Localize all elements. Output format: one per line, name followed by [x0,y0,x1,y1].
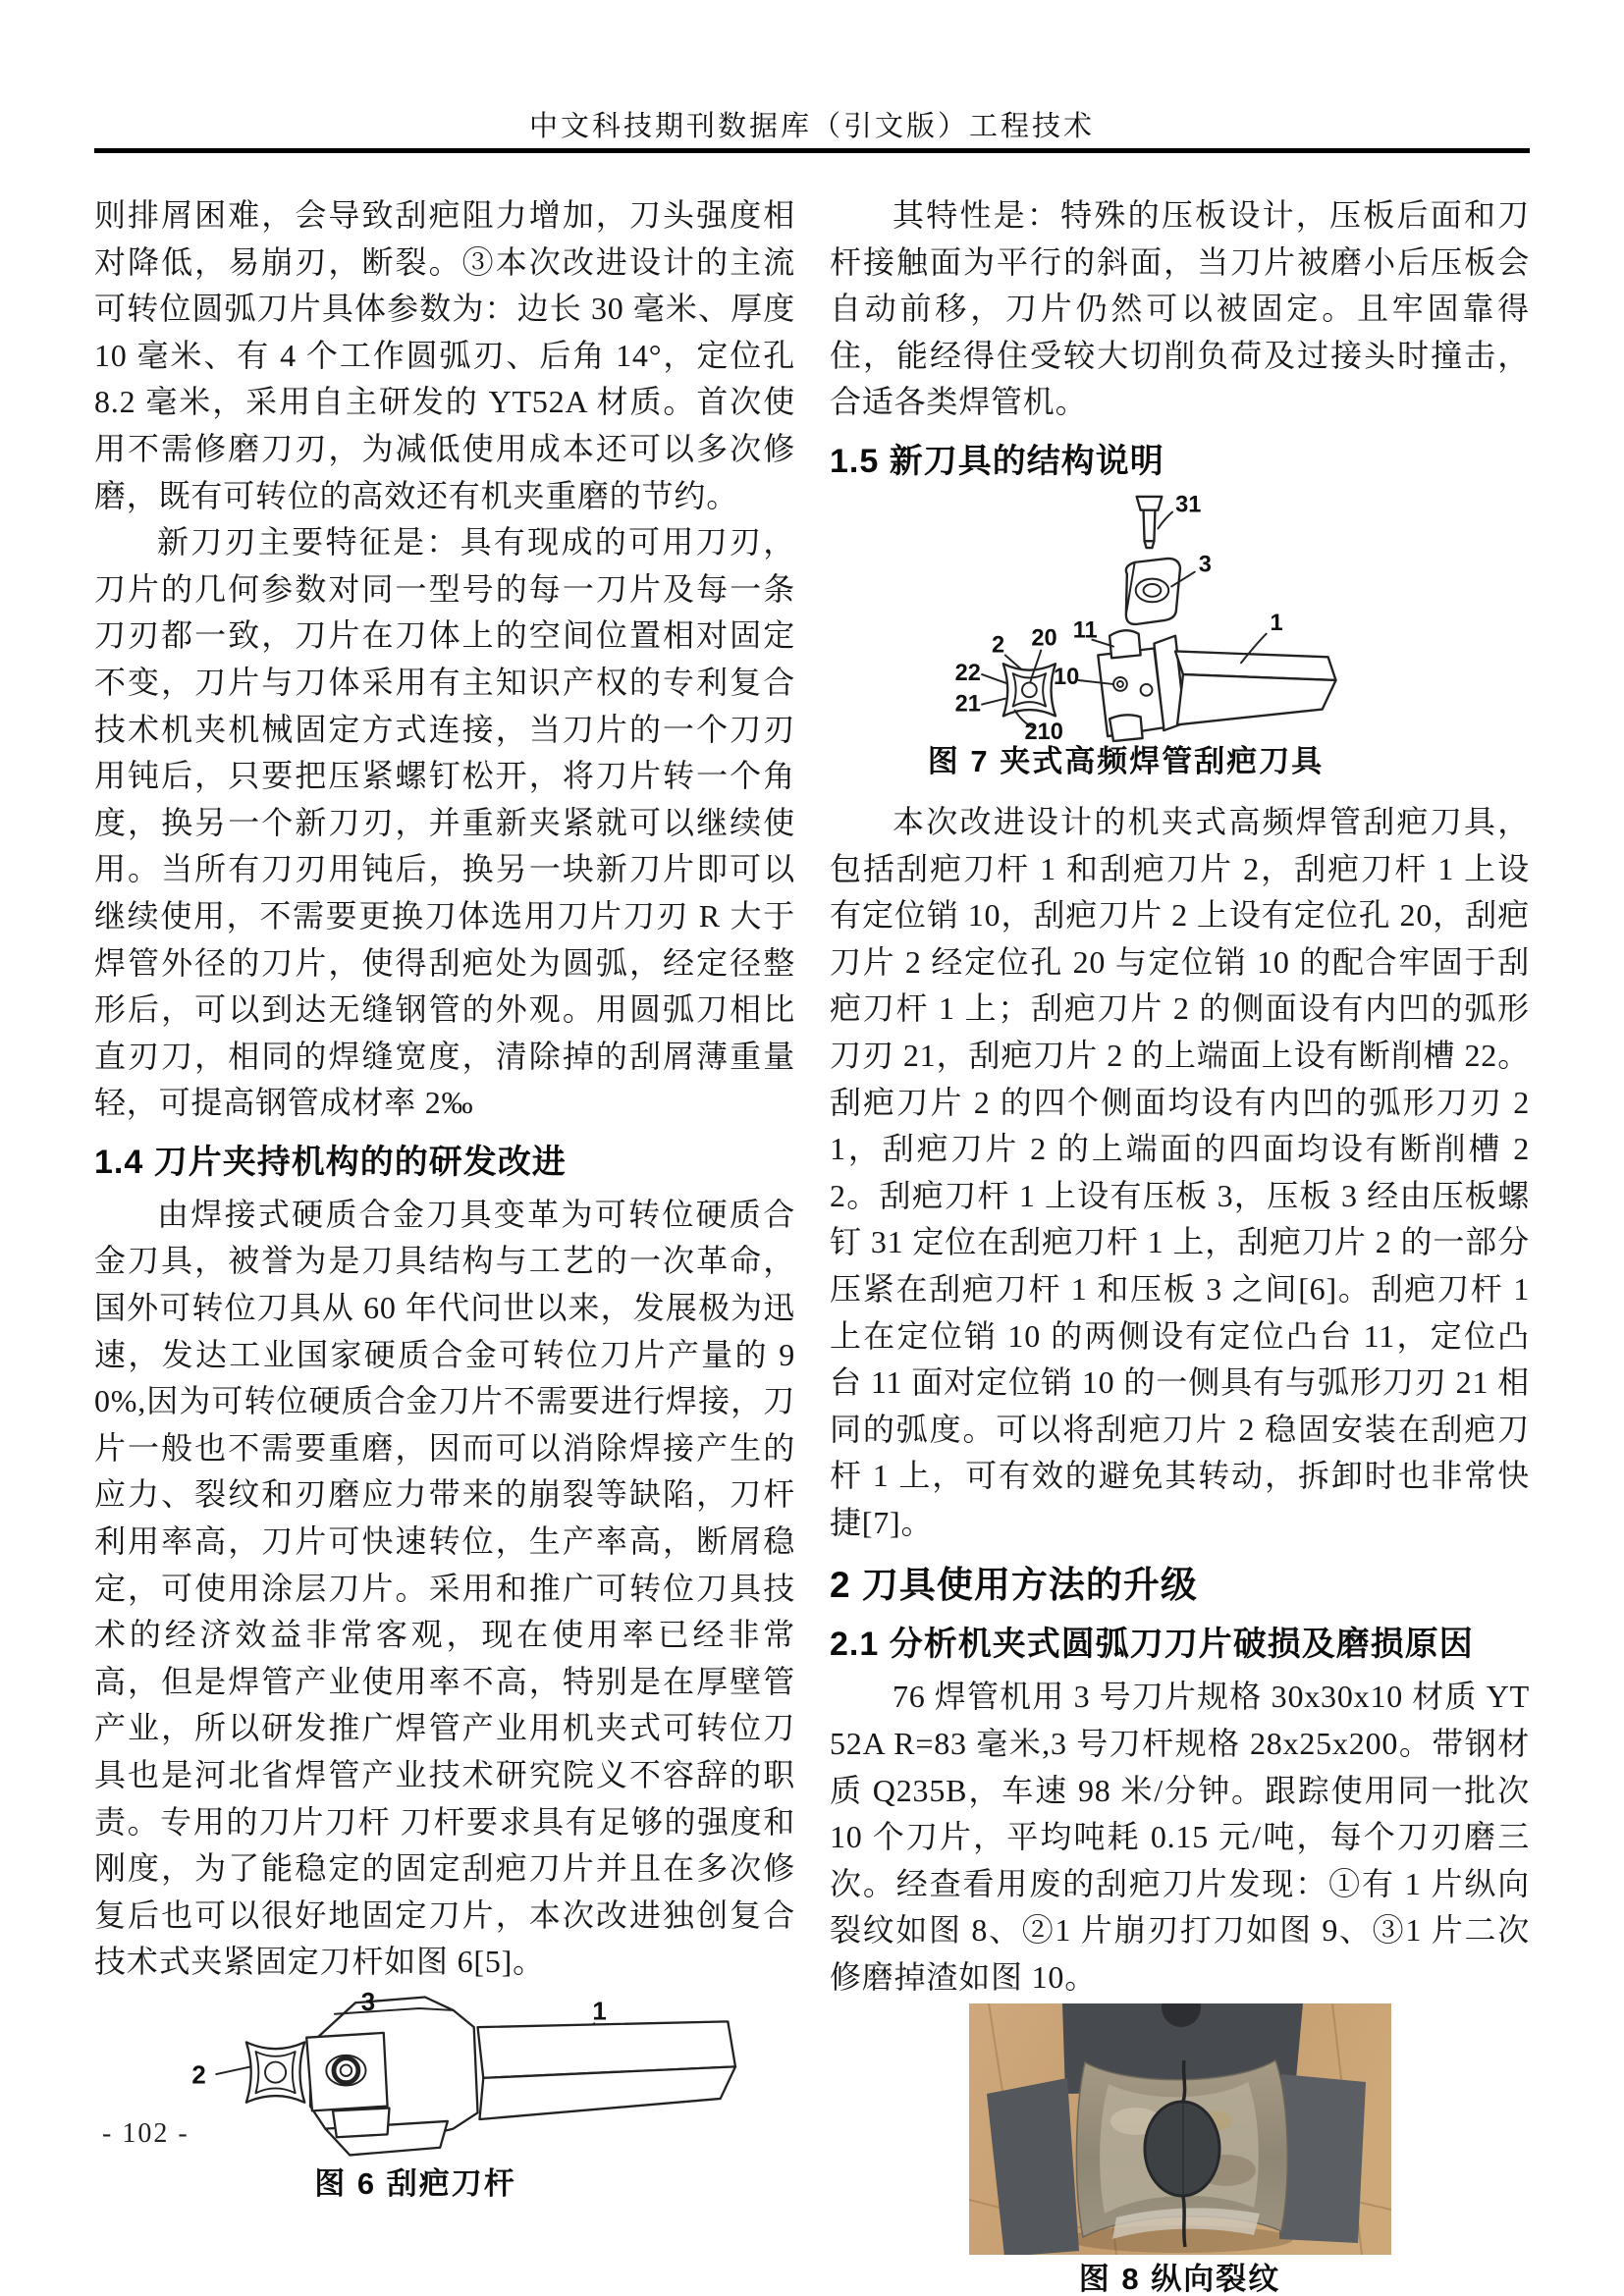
figure6-notch [333,2108,389,2137]
figure7-insert [1003,664,1056,716]
figure7-label-3: 3 [1198,552,1212,578]
figure7-label-31: 31 [1175,492,1202,518]
figure-6-caption: 图 6 刮疤刀杆 [314,2165,516,2201]
paragraph-characteristics: 其特性是：特殊的压板设计，压板后面和刀杆接触面为平行的斜面，当刀片被磨小后压板会自动前移，刀片仍然可以被固定。且牢固靠得住，能经得住受较大切削负荷及过接头时撞击，合适各类焊管机。 [830,197,1530,420]
figure-7-drawing [830,491,1530,742]
right-column [830,192,1530,2296]
figure-8 [830,2003,1530,2296]
figure6-label-2: 2 [191,2061,206,2090]
section-heading-2: 2 刀具使用方法的升级 [830,1565,1198,1606]
section-heading-1-5: 1.5 新刀具的结构说明 [830,442,1164,480]
paragraph-new-blade: 新刀刃主要特征是：具有现成的可用刀刃，刀片的几何参数对同一型号的每一刀片及每一条刀刃都一致，刀片在刀体上的空间位置相对固定不变，刀片与刀体采用有主知识产权的专利复合技术机夹机械固定方式连接，当刀片的一个刀刃用钝后，只要把压紧螺钉松开，将刀片转一个角度，换另一个新刀刃，并重新夹紧就可以继续使用。当所有刀刃用钝后，换另一块新刀片即可以继续使用，不需要更换刀体选用刀片刀刃 R 大于焊管外径的刀片，使得刮疤处为圆弧，经定径整形后，可以到达无缝钢管的外观。用圆弧刀相比直刃刀，相同的焊缝宽度，清除掉的刮屑薄重量轻，可提高钢管成材率 2‰ [94,524,795,1121]
figure7-label-1: 1 [1270,610,1283,636]
figure7-label-10: 10 [1054,664,1080,690]
figure-8-photo [969,2003,1391,2255]
figure-7-caption: 图 7 夹式高频焊管刮疤刀具 [927,743,1325,778]
figure7-label-11: 11 [1072,617,1098,644]
figure-7 [830,491,1530,781]
figure-6 [94,1986,795,2204]
page-number: - 102 - [102,2118,189,2149]
figure-6-drawing [94,1986,795,2164]
figure7-boss-top [1110,630,1141,658]
figure7-label-2: 2 [991,632,1005,659]
right-block [1279,2074,1366,2243]
figure7-screw-head [1137,497,1163,510]
figure6-clamp [306,2033,387,2111]
paragraph-continued: 则排屑困难，会导致刮疤阻力增加，刀头强度相对降低，易崩刃，断裂。③本次改进设计的主流可转位圆弧刀片具体参数为：边长 30 毫米、厚度 10 毫米、有 4 个工作圆弧刃、后角 14°，定位孔 8.2 毫米，采用自主研发的 YT52A 材质。首次使用不需修磨刀刃，为减低使用成本还可以多次修磨，既有可转位的高效还有机夹重磨的节约。 [94,197,795,513]
figure7-boss-bottom [1110,715,1142,741]
paragraph-clamping: 由焊接式硬质合金刀具变革为可转位硬质合金刀具，被誉为是刀具结构与工艺的一次革命，国外可转位刀具从 60 年代问世以来，发展极为迅速，发达工业国家硬质合金可转位刀片产量的 90%,因为可转位硬质合金刀片不需要进行焊接，刀片一般也不需要重磨，因而可以消除焊接产生的应力、裂纹和刃磨应力带来的崩裂等缺陷，刀杆利用率高，刀片可快速转位，生产率高，断屑稳定，可使用涂层刀片。采用和推广可转位刀具技术的经济效益非常客观，现在使用率已经非常高，但是焊管产业使用率不高，特别是在厚壁管产业，所以研发推广焊管产业用机夹式可转位刀具也是河北省焊管产业技术研究院义不容辞的职责。专用的刀片刀杆 刀杆要求具有足够的强度和刚度，为了能稳定的固定刮疤刀片并且在多次修复后也可以很好地固定刀片，本次改进独创复合技术式夹紧固定刀杆如图 6[5]。 [94,1196,795,1980]
paragraph-analysis: 76 焊管机用 3 号刀片规格 30x30x10 材质 YT52A R=83 毫米,3 号刀杆规格 28x25x200。带钢材质 Q235B，车速 98 米/分钟。跟踪使用同一批次 10 个刀片，平均吨耗 0.15 元/吨，每个刀刃磨三次。经查看用废的刮疤刀片发现：①有 1 片纵向裂纹如图 8、②1 片崩刃打刀如图 9、③1 片二次修磨掉渣如图 10。 [830,1679,1530,1996]
paragraph-structure: 本次改进设计的机夹式高频焊管刮疤刀具，包括刮疤刀杆 1 和刮疤刀片 2，刮疤刀杆 1 上设有定位销 10，刮疤刀片 2 上设有定位孔 20，刮疤刀片 2 经定位孔 20 与定位销 10 的配合牢固于刮疤刀杆 1 上；刮疤刀片 2 的侧面设有内凹的弧形刀刃 21，刮疤刀片 2 的上端面上设有断削槽 22。刮疤刀片 2 的四个侧面均设有内凹的弧形刀刃 21，刮疤刀片 2 的上端面的四面均设有断削槽 22。刮疤刀杆 1 上设有压板 3，压板 3 经由压板螺钉 31 定位在刮疤刀杆 1 上，刮疤刀片 2 的一部分压紧在刮疤刀杆 1 和压板 3 之间[6]。刮疤刀杆 1 上在定位销 10 的两侧设有定位凸台 11，定位凸台 11 面对定位销 10 的一侧具有与弧形刀刃 21 相同的弧度。可以将刮疤刀片 2 稳固安装在刮疤刀杆 1 上，可有效的避免其转动，拆卸时也非常快捷[7]。 [830,803,1530,1540]
header-rule [94,148,1530,153]
figure7-leader-21 [982,699,1005,705]
figure6-label-1: 1 [592,1998,607,2026]
figure7-screw-tip [1145,541,1155,548]
figure7-label-210: 210 [1024,720,1063,742]
section-heading-1-4: 1.4 刀片夹持机构的的研发改进 [94,1143,567,1181]
figure7-label-22: 22 [954,660,981,686]
figure7-label-21: 21 [954,691,981,718]
section-heading-2-1: 2.1 分析机夹式圆弧刀刀片破损及磨损原因 [830,1626,1474,1664]
figure7-leader-22 [982,674,1006,683]
journal-header: 中文科技期刊数据库（引文版）工程技术 [528,111,1095,142]
figure7-bar-front [1177,674,1335,724]
figure7-label-20: 20 [1031,625,1057,652]
figure7-leader-31 [1158,512,1172,529]
figure-8-caption: 图 8 纵向裂纹 [1078,2261,1281,2296]
figure6-label-3: 3 [360,1988,376,2016]
left-column [94,192,795,2204]
figure7-screw-shaft [1144,510,1156,542]
